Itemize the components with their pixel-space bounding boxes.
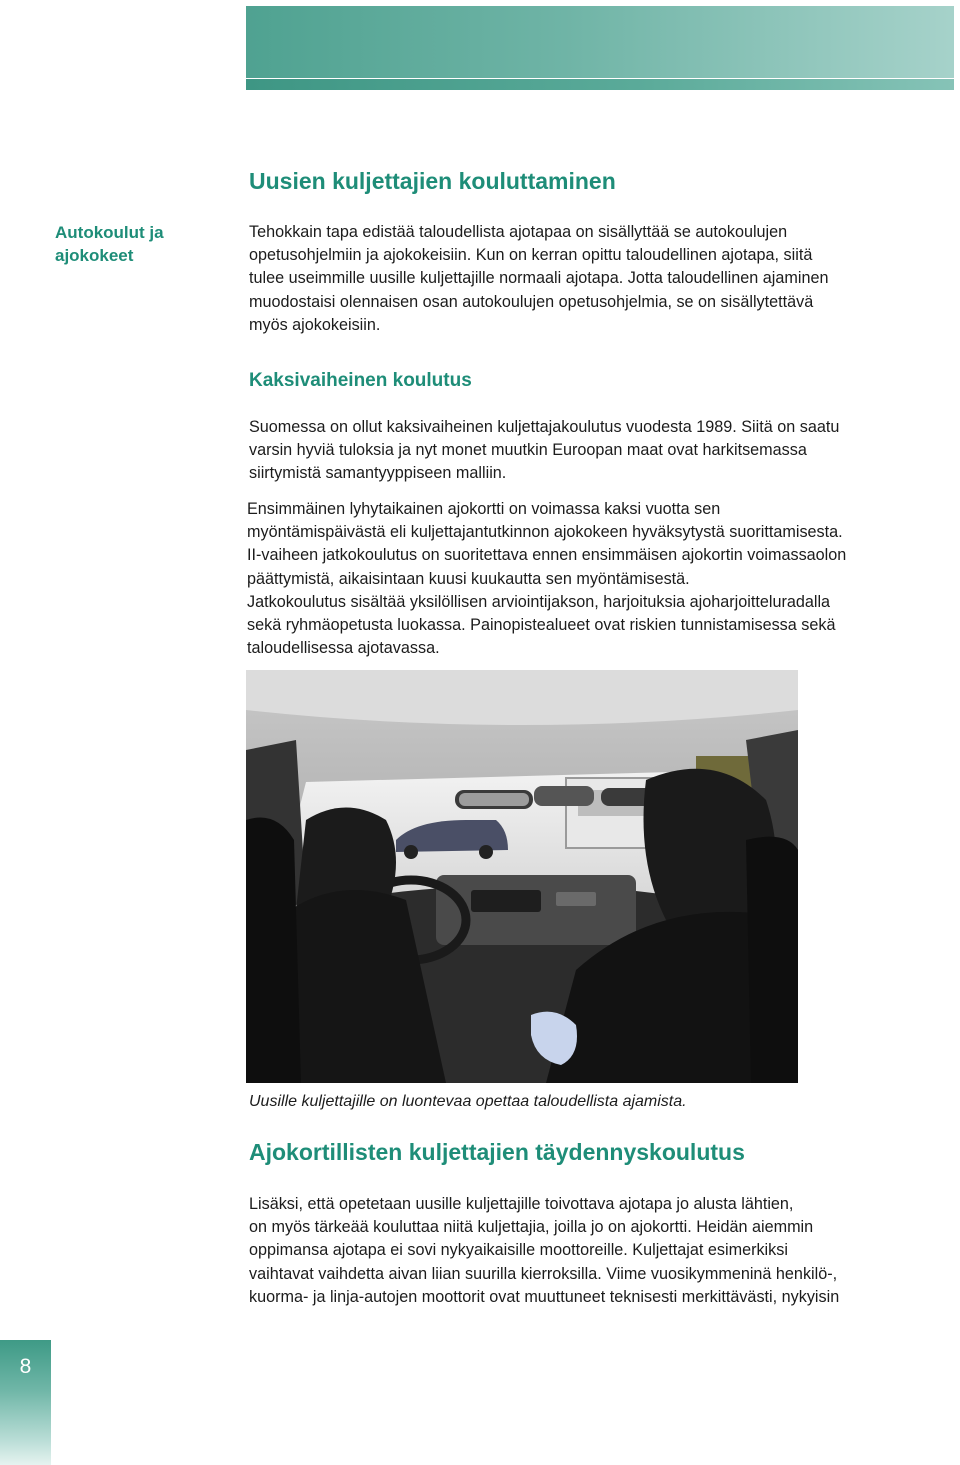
text-line: myös ajokokeisiin. <box>249 315 381 334</box>
text-line: Ensimmäinen lyhytaikainen ajokortti on voimassa kaksi vuotta sen <box>247 500 721 518</box>
car-interior-photo <box>246 670 798 1083</box>
text-line: myöntämispäivästä eli kuljettajantutkinnon ajokokeen hyväksytystä suorittamisesta. <box>247 523 843 542</box>
text-line: muodostaisi olennaisen osan autokoulujen opetusohjelmia, se on sisällytettävä <box>249 292 814 311</box>
page-number: 8 <box>19 1355 32 1378</box>
text-line: siirtymistä samantyyppiseen malliin. <box>249 464 507 483</box>
text-line: on myös tärkeää kouluttaa niitä kuljettajia, joilla jo on ajokortti. Heidän aiemmin <box>249 1218 814 1237</box>
section-title-two-phase: Kaksivaiheinen koulutus <box>249 370 472 391</box>
section-title-new-drivers: Uusien kuljettajien kouluttaminen <box>249 168 616 194</box>
paragraph-two-phase-details <box>247 498 846 660</box>
photo-caption: Uusille kuljettajille on luontevaa opettaa taloudellista ajamista. <box>249 1093 687 1110</box>
side-label-line: Autokoulut ja <box>55 223 164 242</box>
text-line: päättymistä, aikaisintaan kuusi kuukautta sen myöntämisestä. <box>247 569 690 588</box>
text-line: II-vaiheen jatkokoulutus on suoritettava ennen ensimmäisen ajokortin voimassaolon <box>247 546 847 565</box>
text-line: opetusohjelmiin ja ajokokeisiin. Kun on kerran opittu taloudellinen ajotapa, siitä <box>249 246 813 265</box>
header-band <box>246 6 954 78</box>
text-line: Suomessa on ollut kaksivaiheinen kuljettajakoulutus vuodesta 1989. Siitä on saatu <box>249 418 840 436</box>
text-line: kuorma- ja linja-autojen moottorit ovat muuttuneet teknisesti merkittävästi, nykyisin <box>249 1287 840 1306</box>
side-label-driving-schools <box>55 221 225 267</box>
paragraph-two-phase-intro <box>249 416 839 486</box>
header-rule <box>246 79 954 90</box>
text-line: sekä ryhmäopetusta luokassa. Painopistealueet ovat riskien tunnistamisessa sekä <box>247 616 836 635</box>
text-line: tulee useimmille uusille kuljettajille normaali ajotapa. Jotta taloudellinen ajaminen <box>249 269 829 288</box>
text-line: oppimansa ajotapa ei sovi nykyaikaisille moottoreille. Kuljettajat esimerkiksi <box>249 1241 788 1260</box>
paragraph-continuing-education <box>249 1193 839 1309</box>
text-line: Tehokkain tapa edistää taloudellista ajotapaa on sisällyttää se autokoulujen <box>249 223 788 241</box>
text-line: Lisäksi, että opetetaan uusille kuljettajille toivottava ajotapa jo alusta lähtien, <box>249 1195 794 1213</box>
paragraph-driving-schools <box>249 221 828 337</box>
section-title-continuing-education: Ajokortillisten kuljettajien täydennyskoulutus <box>249 1139 745 1165</box>
text-line: Jatkokoulutus sisältää yksilöllisen arviointijakson, harjoituksia ajoharjoitteluradalla <box>247 592 831 611</box>
text-line: taloudellisessa ajotavassa. <box>247 639 440 658</box>
text-line: varsin hyviä tuloksia ja nyt monet muutkin Euroopan maat ovat harkitsemassa <box>249 441 807 460</box>
side-label-line: ajokokeet <box>55 246 134 265</box>
text-line: vaihtavat vaihdetta aivan liian suurilla kierroksilla. Viime vuosikymmeninä henkilö-, <box>249 1264 838 1283</box>
